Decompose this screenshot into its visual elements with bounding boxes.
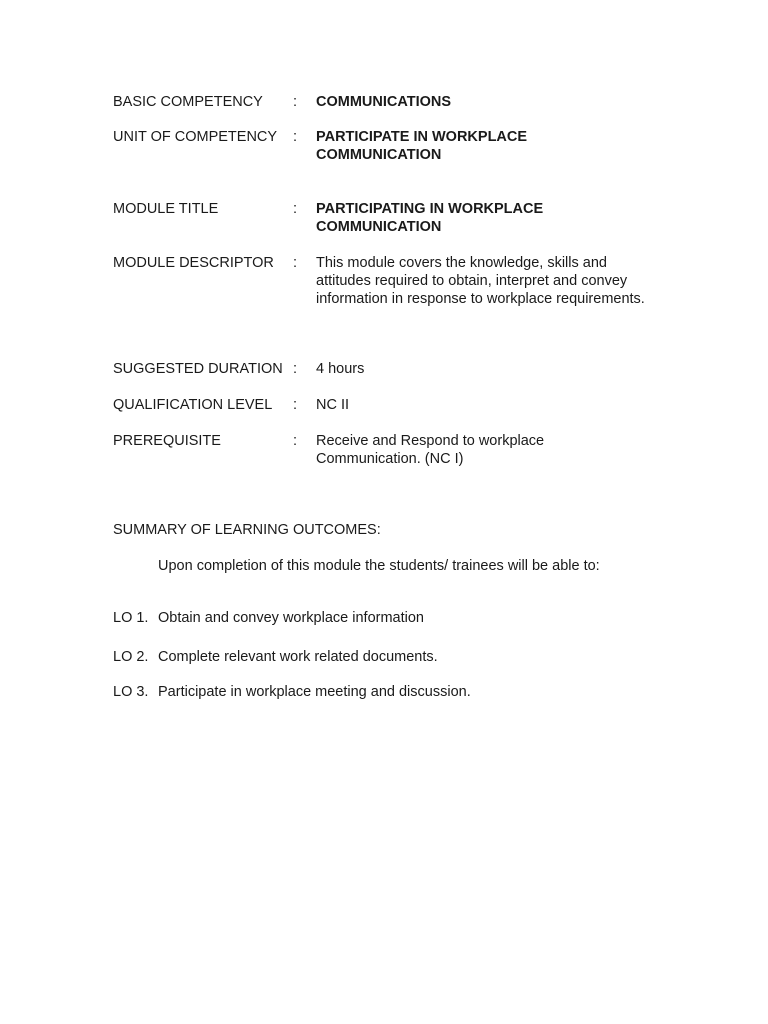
field-label: UNIT OF COMPETENCY — [113, 129, 278, 145]
field-label: PREREQUISITE — [113, 433, 221, 449]
field-colon: : — [293, 94, 298, 110]
field-colon: : — [293, 201, 298, 217]
field-colon: : — [293, 255, 298, 271]
learning-outcome-number: LO 2. — [113, 649, 149, 665]
field-value: 4 hours — [316, 361, 365, 377]
field-label: MODULE TITLE — [113, 201, 219, 217]
field-label: MODULE DESCRIPTOR — [113, 255, 274, 271]
field-colon: : — [293, 129, 298, 145]
field-value: NC II — [316, 397, 350, 413]
learning-outcome-text: Obtain and convey workplace information — [158, 610, 424, 626]
field-value: This module covers the knowledge, skills and attitudes required to obtain, interpret and convey information in response to workplace requirements. — [316, 255, 645, 307]
learning-outcome-text: Complete relevant work related documents. — [158, 649, 438, 665]
field-value: Receive and Respond to workplace Communication. (NC I) — [316, 433, 545, 467]
summary-intro: Upon completion of this module the students/ trainees will be able to: — [158, 558, 600, 574]
field-label: BASIC COMPETENCY — [113, 94, 263, 110]
summary-heading: SUMMARY OF LEARNING OUTCOMES: — [113, 522, 381, 538]
field-label: QUALIFICATION LEVEL — [113, 397, 273, 413]
learning-outcome-number: LO 3. — [113, 684, 149, 700]
learning-outcome-number: LO 1. — [113, 610, 149, 626]
field-label: SUGGESTED DURATION — [113, 361, 283, 377]
field-colon: : — [293, 433, 298, 449]
learning-outcome-text: Participate in workplace meeting and discussion. — [158, 684, 471, 700]
field-value: COMMUNICATIONS — [316, 94, 452, 110]
field-value: PARTICIPATE IN WORKPLACE COMMUNICATION — [316, 129, 528, 163]
field-colon: : — [293, 397, 298, 413]
field-colon: : — [293, 361, 298, 377]
field-value: PARTICIPATING IN WORKPLACE COMMUNICATION — [316, 201, 544, 235]
